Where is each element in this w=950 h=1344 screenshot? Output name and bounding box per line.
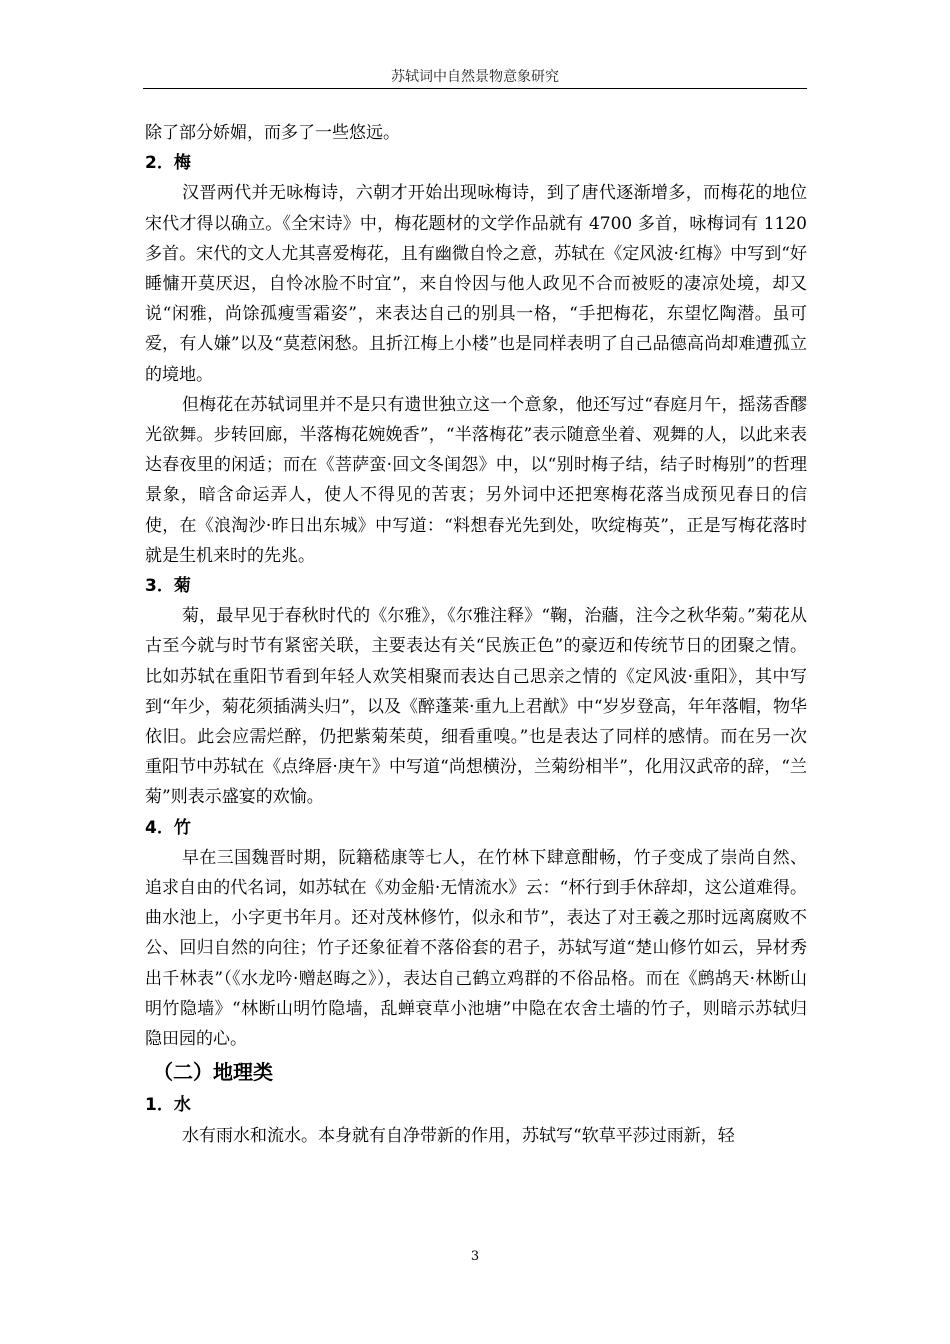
page-number: 3	[470, 1249, 480, 1264]
paragraph-ju: 菊，最早见于春秋时代的《尔雅》，《尔雅注释》“鞠，治蘠，注今之秋华菊。”菊花从古至今就与时节有紧密关联，主要表达有关“民族正色”的豪迈和传统节日的团聚之情。比如苏轼在重阳节看到年轻人欢笑相聚而表达自己思亲之情的《定风波·重阳》，其中写到“年少，菊花须插满头归”，以及《醉蓬莱·重九上君猷》中“岁岁登高，年年落帽，物华依旧。此会应需烂醉，仍把紫菊茱萸，细看重嗅。”也是表达了同样的感情。而在另一次重阳节中苏轼在《点绛唇·庚午》中写道“尚想横汾，兰菊纷相半”，化用汉武帝的辞，“兰菊”则表示盛宴的欢愉。	[145, 606, 807, 808]
header-rule	[143, 88, 807, 89]
section-heading-shui: 1．水	[145, 1095, 191, 1116]
section-heading-zhu: 4．竹	[145, 817, 191, 838]
page-content	[145, 118, 807, 1151]
section-heading-ju: 3．菊	[145, 576, 191, 597]
paragraph-zhu: 早在三国魏晋时期，阮籍嵇康等七人，在竹林下肆意酣畅，竹子变成了崇尚自然、追求自由的代名词，如苏轼在《劝金船·无情流水》云：“杯行到手休辞却，这公道难得。曲水池上，小字更书年月。还对茂林修竹，似永和节”，表达了对王羲之那时远离腐败不公、回归自然的向往；竹子还象征着不落俗套的君子，苏轼写道“楚山修竹如云，异材秀出千林表”（《水龙吟·赠赵晦之》），表达自己鹤立鸡群的不俗品格。而在《鹧鸪天·林断山明竹隐墙》“林断山明竹隐墙，乱蝉衰草小池塘”中隐在农舍土墙的竹子，则暗示苏轼归隐田园的心。	[145, 847, 807, 1050]
chapter-heading-dili: （二）地理类	[153, 1060, 273, 1085]
page-header-title: 苏轼词中自然景物意象研究	[391, 69, 559, 85]
paragraph-shui: 水有雨水和流水。本身就有自净带新的作用，苏轼写“软草平莎过雨新，轻	[182, 1125, 735, 1146]
paragraph-mei-1: 汉晋两代并无咏梅诗，六朝才开始出现咏梅诗，到了唐代逐渐增多，而梅花的地位宋代才得以确立。《全宋诗》中，梅花题材的文学作品就有 4700 多首，咏梅词有 1120 多首。宋代的文人尤其喜爱梅花，且有幽微自怜之意，苏轼在《定风波·红梅》中写到“好睡慵开莫厌迟，自怜冰脸不时宜”，来自怜因与他人政见不合而被贬的凄凉处境，却又说“闲雅，尚馀孤瘦雪霜姿”，来表达自己的别具一格，“手把梅花，东望忆陶潜。虽可爱，有人嫌”以及“莫惹闲愁。且折江梅上小楼”也是同样表明了自己品德高尚却难遭孤立的境地。	[145, 183, 807, 385]
paragraph-continuation: 除了部分娇媚，而多了一些悠远。	[145, 123, 400, 143]
paragraph-mei-2: 但梅花在苏轼词里并不是只有遗世独立这一个意象，他还写过“春庭月午，摇荡香醪光欲舞。步转回廊，半落梅花婉娩香”，“半落梅花”表示随意坐着、观舞的人，以此来表达春夜里的闲适；而在《菩萨蛮·回文冬闺怨》中，以“别时梅子结，结子时梅别”的哲理景象，暗含命运弄人，使人不得见的苦衷；另外词中还把寒梅花落当成预见春日的信使，在《浪淘沙·昨日出东城》中写道：“料想春光先到处，吹绽梅英”，正是写梅花落时就是生机来时的先兆。	[145, 394, 807, 566]
section-heading-mei: 2．梅	[145, 153, 191, 174]
